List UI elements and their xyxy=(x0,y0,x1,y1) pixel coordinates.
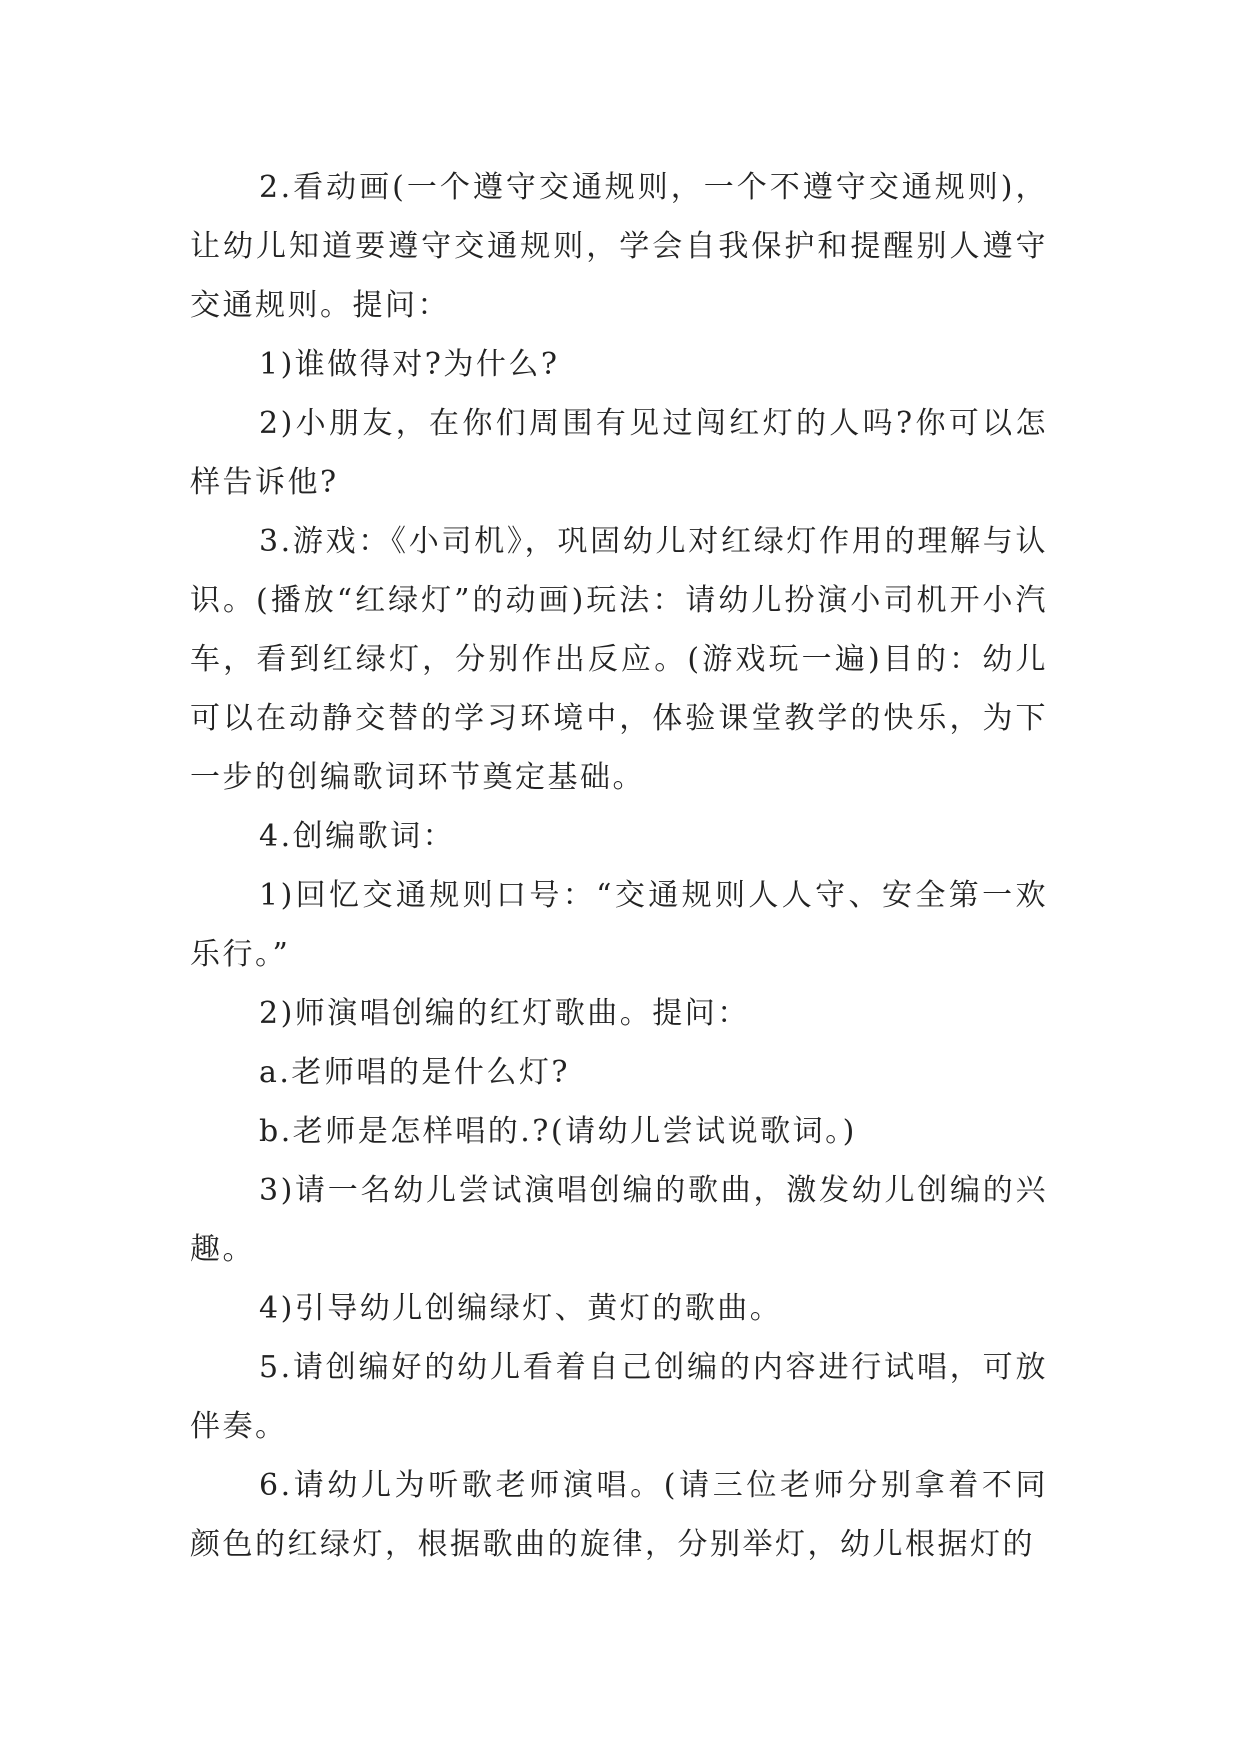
paragraph-step-3: 3.游戏：《小司机》，巩固幼儿对红绿灯作用的理解与认识。(播放“红绿灯”的动画)玩法：请幼儿扮演小司机开小汽车，看到红绿灯，分别作出反应。(游戏玩一遍)目的：幼儿可以在动静交替的学习环境中，体验课堂教学的快乐，为下一步的创编歌词环节奠定基础。 xyxy=(190,524,1048,795)
paragraph-question-2: 2)小朋友，在你们周围有见过闯红灯的人吗?你可以怎样告诉他? xyxy=(190,406,1048,500)
paragraph-substep-1: 1)回忆交通规则口号：“交通规则人人守、安全第一欢乐行。” xyxy=(190,878,1048,972)
paragraph-substep-4: 4)引导幼儿创编绿灯、黄灯的歌曲。 xyxy=(259,1291,783,1326)
paragraph-question-a: a.老师唱的是什么灯? xyxy=(259,1055,571,1090)
paragraph-step-4: 4.创编歌词： xyxy=(259,819,456,854)
paragraph-step-5: 5.请创编好的幼儿看着自己创编的内容进行试唱，可放伴奏。 xyxy=(190,1350,1048,1444)
paragraph-step-6: 6.请幼儿为听歌老师演唱。(请三位老师分别拿着不同颜色的红绿灯，根据歌曲的旋律，分别举灯，幼儿根据灯的 xyxy=(190,1468,1048,1562)
paragraph-step-2: 2.看动画(一个遵守交通规则，一个不遵守交通规则)，让幼儿知道要遵守交通规则，学会自我保护和提醒别人遵守交通规则。提问： xyxy=(190,170,1048,323)
paragraph-question-1: 1)谁做得对?为什么? xyxy=(259,347,560,382)
paragraph-substep-2: 2)师演唱创编的红灯歌曲。提问： xyxy=(259,996,750,1031)
document-body xyxy=(190,158,1048,1574)
paragraph-question-b: b.老师是怎样唱的.?(请幼儿尝试说歌词。) xyxy=(259,1114,857,1149)
paragraph-substep-3: 3)请一名幼儿尝试演唱创编的歌曲，激发幼儿创编的兴趣。 xyxy=(190,1173,1048,1267)
